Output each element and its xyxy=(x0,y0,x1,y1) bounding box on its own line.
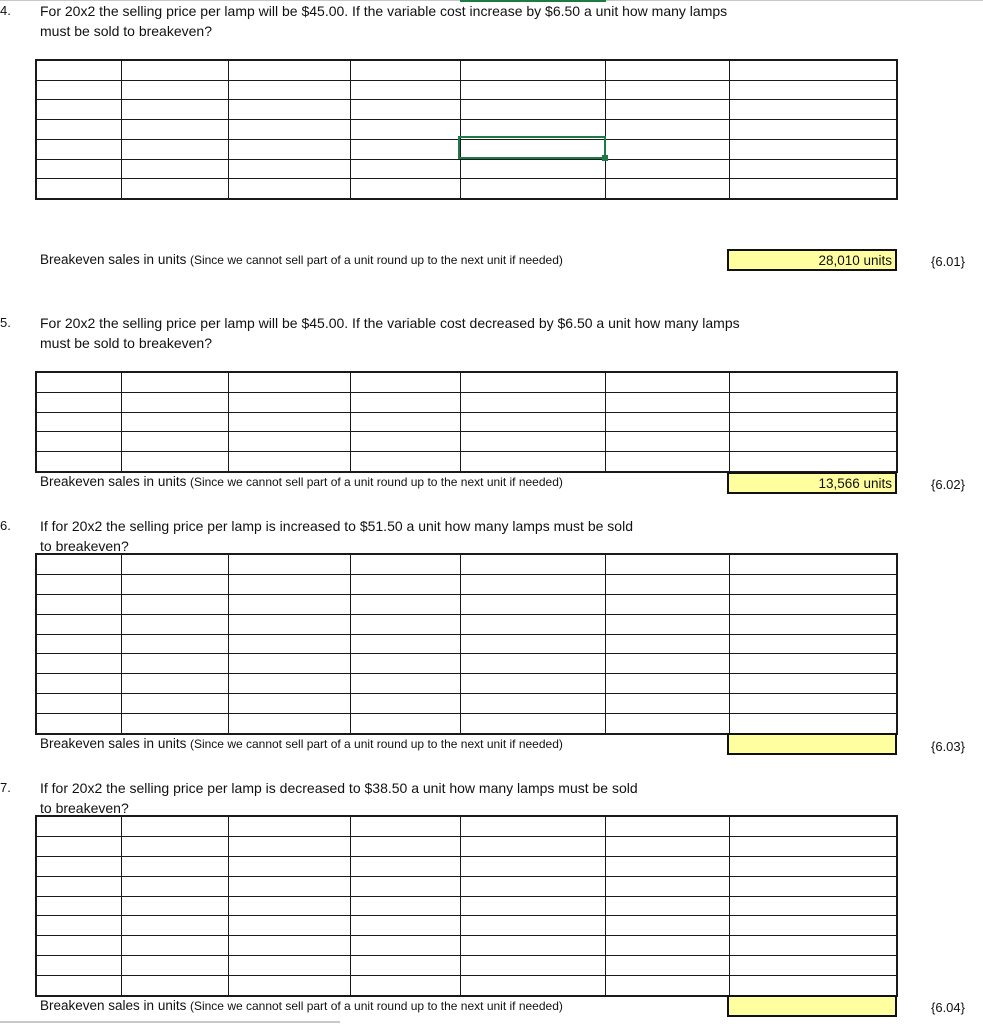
grid-cell[interactable] xyxy=(37,817,122,837)
grid-cell[interactable] xyxy=(351,574,461,594)
grid-cell[interactable] xyxy=(122,80,229,100)
grid-cell[interactable] xyxy=(606,555,730,575)
grid-row[interactable] xyxy=(37,80,897,100)
grid-cell[interactable] xyxy=(606,614,730,634)
grid-cell[interactable] xyxy=(229,614,351,634)
grid-cell[interactable] xyxy=(122,61,229,81)
grid-cell[interactable] xyxy=(351,694,461,714)
question-line-1: If for 20x2 the selling price per lamp is increased to $51.50 a unit how many lamps must be sold xyxy=(40,518,633,534)
grid-cell[interactable] xyxy=(606,956,730,976)
grid-cell[interactable] xyxy=(730,100,897,120)
grid-cell[interactable] xyxy=(461,614,606,634)
grid-cell[interactable] xyxy=(730,896,897,916)
grid-cell[interactable] xyxy=(122,120,229,140)
fill-handle[interactable] xyxy=(602,155,608,161)
grid-cell[interactable] xyxy=(461,100,606,120)
reference-code: {6.04} xyxy=(931,1000,965,1015)
grid-cell[interactable] xyxy=(37,432,122,452)
grid-cell[interactable] xyxy=(606,817,730,837)
grid-cell[interactable] xyxy=(730,674,897,694)
grid-row[interactable] xyxy=(37,896,897,916)
grid-row[interactable] xyxy=(37,179,897,199)
grid-cell[interactable] xyxy=(730,817,897,837)
question-text xyxy=(40,778,638,818)
grid-cell[interactable] xyxy=(461,594,606,614)
grid-cell[interactable] xyxy=(606,694,730,714)
grid-row[interactable] xyxy=(37,392,897,412)
grid-cell[interactable] xyxy=(606,574,730,594)
grid-cell[interactable] xyxy=(229,574,351,594)
grid-cell[interactable] xyxy=(229,654,351,674)
grid-cell[interactable] xyxy=(229,373,351,393)
question-text xyxy=(40,516,633,556)
answer-cell[interactable]: 28,010 units xyxy=(727,249,897,271)
question-line-2: to breakeven? xyxy=(40,800,129,816)
grid-cell[interactable] xyxy=(606,916,730,936)
grid-row[interactable] xyxy=(37,694,897,714)
grid-cell[interactable] xyxy=(351,412,461,432)
grid-cell[interactable] xyxy=(37,936,122,956)
grid-cell[interactable] xyxy=(461,936,606,956)
answer-cell[interactable] xyxy=(727,995,897,1017)
grid-cell[interactable] xyxy=(730,876,897,896)
grid-cell[interactable] xyxy=(229,694,351,714)
breakeven-label-note: (Since we cannot sell part of a unit round up to the next unit if needed) xyxy=(189,253,563,267)
grid-cell[interactable] xyxy=(37,694,122,714)
grid-cell[interactable] xyxy=(229,179,351,199)
grid-cell[interactable] xyxy=(229,80,351,100)
grid-cell[interactable] xyxy=(37,634,122,654)
breakeven-label-main: Breakeven sales in units xyxy=(40,252,187,267)
breakeven-label xyxy=(40,252,563,267)
grid-cell[interactable] xyxy=(730,555,897,575)
grid-row[interactable] xyxy=(37,614,897,634)
question-text xyxy=(40,313,740,353)
grid-cell[interactable] xyxy=(606,896,730,916)
question-number: 6. xyxy=(0,518,11,533)
reference-code: {6.02} xyxy=(931,477,965,492)
grid-cell[interactable] xyxy=(37,956,122,976)
grid-cell[interactable] xyxy=(351,956,461,976)
grid-cell[interactable] xyxy=(606,654,730,674)
grid-cell[interactable] xyxy=(606,432,730,452)
grid-cell[interactable] xyxy=(730,80,897,100)
grid-cell[interactable] xyxy=(351,392,461,412)
grid-cell[interactable] xyxy=(351,856,461,876)
grid-cell[interactable] xyxy=(461,159,606,179)
grid-cell[interactable] xyxy=(730,392,897,412)
grid-cell[interactable] xyxy=(461,836,606,856)
grid-cell[interactable] xyxy=(461,452,606,472)
grid-cell[interactable] xyxy=(37,674,122,694)
grid-cell[interactable] xyxy=(606,594,730,614)
grid-row[interactable] xyxy=(37,976,897,996)
grid-cell[interactable] xyxy=(351,594,461,614)
grid-cell[interactable] xyxy=(122,373,229,393)
grid-cell[interactable] xyxy=(730,856,897,876)
grid-cell[interactable] xyxy=(730,614,897,634)
grid-cell[interactable] xyxy=(229,120,351,140)
grid-cell[interactable] xyxy=(122,694,229,714)
grid-cell[interactable] xyxy=(730,373,897,393)
grid-row[interactable] xyxy=(37,916,897,936)
question-line-1: For 20x2 the selling price per lamp will be $45.00. If the variable cost decreased by $6.50 a unit how many lamps xyxy=(40,315,740,331)
grid-row[interactable] xyxy=(37,634,897,654)
grid-cell[interactable] xyxy=(122,956,229,976)
grid-cell[interactable] xyxy=(122,432,229,452)
breakeven-label xyxy=(40,998,563,1013)
grid-cell[interactable] xyxy=(229,432,351,452)
grid-cell[interactable] xyxy=(122,100,229,120)
answer-cell[interactable]: 13,566 units xyxy=(727,472,897,494)
grid-cell[interactable] xyxy=(730,452,897,472)
grid-cell[interactable] xyxy=(122,836,229,856)
grid-cell[interactable] xyxy=(351,976,461,996)
grid-cell[interactable] xyxy=(351,896,461,916)
breakeven-label-note: (Since we cannot sell part of a unit round up to the next unit if needed) xyxy=(189,737,563,751)
grid-cell[interactable] xyxy=(37,412,122,432)
grid-cell[interactable] xyxy=(122,179,229,199)
grid-cell[interactable] xyxy=(730,412,897,432)
grid-cell[interactable] xyxy=(37,452,122,472)
grid-cell[interactable] xyxy=(122,594,229,614)
grid-cell[interactable] xyxy=(606,714,730,734)
work-grid[interactable] xyxy=(35,815,898,997)
grid-row[interactable] xyxy=(37,817,897,837)
grid-cell[interactable] xyxy=(37,373,122,393)
grid-row[interactable] xyxy=(37,714,897,734)
grid-cell[interactable] xyxy=(606,634,730,654)
grid-cell[interactable] xyxy=(606,836,730,856)
grid-cell[interactable] xyxy=(461,674,606,694)
grid-cell[interactable] xyxy=(122,976,229,996)
grid-cell[interactable] xyxy=(37,555,122,575)
grid-cell[interactable] xyxy=(606,876,730,896)
grid-cell[interactable] xyxy=(730,432,897,452)
grid-cell[interactable] xyxy=(606,61,730,81)
grid-cell[interactable] xyxy=(229,159,351,179)
grid-cell[interactable] xyxy=(229,61,351,81)
grid-cell[interactable] xyxy=(606,976,730,996)
grid-cell[interactable] xyxy=(122,936,229,956)
grid-cell[interactable] xyxy=(351,159,461,179)
grid-cell[interactable] xyxy=(229,856,351,876)
grid-cell[interactable] xyxy=(229,936,351,956)
grid-row[interactable] xyxy=(37,956,897,976)
grid-cell[interactable] xyxy=(37,100,122,120)
grid-cell[interactable] xyxy=(229,452,351,472)
grid-cell[interactable] xyxy=(122,412,229,432)
grid-cell[interactable] xyxy=(730,916,897,936)
grid-row[interactable] xyxy=(37,452,897,472)
grid-cell[interactable] xyxy=(606,100,730,120)
grid-cell[interactable] xyxy=(606,120,730,140)
grid-cell[interactable] xyxy=(37,574,122,594)
question-number: 5. xyxy=(0,315,11,330)
reference-code: {6.03} xyxy=(931,739,965,754)
grid-cell[interactable] xyxy=(122,856,229,876)
question-number: 7. xyxy=(0,780,11,795)
grid-row[interactable] xyxy=(37,61,897,81)
grid-cell[interactable] xyxy=(37,80,122,100)
grid-cell[interactable] xyxy=(351,876,461,896)
grid-cell[interactable] xyxy=(606,80,730,100)
grid-cell[interactable] xyxy=(461,555,606,575)
grid-cell[interactable] xyxy=(606,139,730,159)
grid-row[interactable] xyxy=(37,654,897,674)
breakeven-label-main: Breakeven sales in units xyxy=(40,736,187,751)
grid-cell[interactable] xyxy=(122,674,229,694)
grid-cell[interactable] xyxy=(461,856,606,876)
grid-cell[interactable] xyxy=(122,159,229,179)
grid-cell[interactable] xyxy=(351,139,461,159)
grid-cell[interactable] xyxy=(122,916,229,936)
grid-cell[interactable] xyxy=(730,179,897,199)
grid-cell[interactable] xyxy=(37,916,122,936)
grid-cell[interactable] xyxy=(229,392,351,412)
work-grid-table[interactable] xyxy=(36,554,897,734)
grid-cell[interactable] xyxy=(122,392,229,412)
grid-cell[interactable] xyxy=(730,139,897,159)
breakeven-label-main: Breakeven sales in units xyxy=(40,474,187,489)
grid-cell[interactable] xyxy=(461,654,606,674)
sheet-bottom-border xyxy=(0,1021,340,1023)
grid-cell[interactable] xyxy=(37,654,122,674)
grid-cell[interactable] xyxy=(461,432,606,452)
grid-cell[interactable] xyxy=(461,694,606,714)
grid-cell[interactable] xyxy=(122,817,229,837)
grid-cell[interactable] xyxy=(461,80,606,100)
breakeven-label xyxy=(40,474,563,489)
grid-cell[interactable] xyxy=(229,100,351,120)
grid-cell[interactable] xyxy=(730,594,897,614)
grid-cell[interactable] xyxy=(351,654,461,674)
grid-cell[interactable] xyxy=(351,61,461,81)
reference-code: {6.01} xyxy=(931,254,965,269)
grid-cell[interactable] xyxy=(351,836,461,856)
grid-cell[interactable] xyxy=(351,817,461,837)
work-grid-table[interactable] xyxy=(36,60,897,199)
grid-cell[interactable] xyxy=(461,876,606,896)
grid-cell[interactable] xyxy=(461,373,606,393)
grid-cell[interactable] xyxy=(606,159,730,179)
grid-cell[interactable] xyxy=(229,916,351,936)
grid-cell[interactable] xyxy=(730,159,897,179)
grid-row[interactable] xyxy=(37,876,897,896)
grid-cell[interactable] xyxy=(229,896,351,916)
question-number: 4. xyxy=(0,3,11,18)
grid-cell[interactable] xyxy=(461,817,606,837)
grid-cell[interactable] xyxy=(606,674,730,694)
grid-row[interactable] xyxy=(37,856,897,876)
grid-cell[interactable] xyxy=(461,976,606,996)
grid-cell[interactable] xyxy=(461,956,606,976)
grid-cell[interactable] xyxy=(122,555,229,575)
breakeven-label-note: (Since we cannot sell part of a unit round up to the next unit if needed) xyxy=(189,475,563,489)
grid-cell[interactable] xyxy=(730,574,897,594)
grid-cell[interactable] xyxy=(229,412,351,432)
grid-cell[interactable] xyxy=(37,139,122,159)
grid-cell[interactable] xyxy=(606,179,730,199)
grid-cell[interactable] xyxy=(730,836,897,856)
grid-cell[interactable] xyxy=(37,896,122,916)
grid-cell[interactable] xyxy=(122,896,229,916)
selected-cell[interactable] xyxy=(458,136,606,159)
grid-row[interactable] xyxy=(37,159,897,179)
grid-cell[interactable] xyxy=(122,654,229,674)
grid-cell[interactable] xyxy=(37,392,122,412)
grid-cell[interactable] xyxy=(461,392,606,412)
grid-cell[interactable] xyxy=(351,614,461,634)
answer-cell[interactable] xyxy=(727,733,897,755)
breakeven-label-note: (Since we cannot sell part of a unit round up to the next unit if needed) xyxy=(189,999,563,1013)
grid-cell[interactable] xyxy=(122,452,229,472)
grid-cell[interactable] xyxy=(730,654,897,674)
breakeven-label xyxy=(40,736,563,751)
grid-cell[interactable] xyxy=(730,976,897,996)
grid-cell[interactable] xyxy=(606,936,730,956)
grid-cell[interactable] xyxy=(37,614,122,634)
grid-cell[interactable] xyxy=(229,714,351,734)
grid-row[interactable] xyxy=(37,574,897,594)
grid-cell[interactable] xyxy=(461,634,606,654)
grid-cell[interactable] xyxy=(351,432,461,452)
grid-cell[interactable] xyxy=(37,714,122,734)
grid-cell[interactable] xyxy=(461,714,606,734)
grid-cell[interactable] xyxy=(351,80,461,100)
grid-cell[interactable] xyxy=(606,412,730,432)
work-grid-table[interactable] xyxy=(36,816,897,996)
question-line-2: must be sold to breakeven? xyxy=(40,335,212,351)
grid-cell[interactable] xyxy=(351,916,461,936)
grid-cell[interactable] xyxy=(37,856,122,876)
question-line-2: to breakeven? xyxy=(40,538,129,554)
grid-row[interactable] xyxy=(37,555,897,575)
grid-row[interactable] xyxy=(37,412,897,432)
grid-cell[interactable] xyxy=(229,139,351,159)
grid-cell[interactable] xyxy=(229,956,351,976)
grid-row[interactable] xyxy=(37,836,897,856)
grid-cell[interactable] xyxy=(229,817,351,837)
question-line-1: For 20x2 the selling price per lamp will be $45.00. If the variable cost increase by $6.50 a unit how many lamps xyxy=(40,3,728,19)
grid-row[interactable] xyxy=(37,100,897,120)
grid-cell[interactable] xyxy=(122,634,229,654)
grid-cell[interactable] xyxy=(37,836,122,856)
work-grid[interactable] xyxy=(35,59,898,200)
grid-cell[interactable] xyxy=(37,876,122,896)
grid-row[interactable] xyxy=(37,674,897,694)
grid-cell[interactable] xyxy=(730,714,897,734)
work-grid-table[interactable] xyxy=(36,372,897,472)
grid-cell[interactable] xyxy=(730,61,897,81)
grid-cell[interactable] xyxy=(606,452,730,472)
grid-cell[interactable] xyxy=(461,896,606,916)
grid-cell[interactable] xyxy=(37,179,122,199)
grid-cell[interactable] xyxy=(351,179,461,199)
grid-cell[interactable] xyxy=(229,634,351,654)
grid-cell[interactable] xyxy=(229,594,351,614)
grid-cell[interactable] xyxy=(461,916,606,936)
grid-cell[interactable] xyxy=(461,574,606,594)
grid-cell[interactable] xyxy=(351,452,461,472)
grid-cell[interactable] xyxy=(351,634,461,654)
grid-cell[interactable] xyxy=(730,120,897,140)
grid-row[interactable] xyxy=(37,936,897,956)
grid-cell[interactable] xyxy=(37,120,122,140)
grid-cell[interactable] xyxy=(351,373,461,393)
grid-cell[interactable] xyxy=(730,694,897,714)
grid-cell[interactable] xyxy=(606,392,730,412)
grid-cell[interactable] xyxy=(351,100,461,120)
grid-cell[interactable] xyxy=(122,876,229,896)
grid-cell[interactable] xyxy=(351,555,461,575)
breakeven-label-main: Breakeven sales in units xyxy=(40,998,187,1013)
grid-cell[interactable] xyxy=(351,674,461,694)
grid-cell[interactable] xyxy=(229,836,351,856)
grid-cell[interactable] xyxy=(461,61,606,81)
grid-cell[interactable] xyxy=(606,856,730,876)
grid-row[interactable] xyxy=(37,432,897,452)
grid-cell[interactable] xyxy=(461,179,606,199)
question-text xyxy=(40,1,727,41)
grid-cell[interactable] xyxy=(351,714,461,734)
grid-cell[interactable] xyxy=(229,555,351,575)
question-line-2: must be sold to breakeven? xyxy=(40,23,212,39)
grid-row[interactable] xyxy=(37,594,897,614)
grid-row[interactable] xyxy=(37,373,897,393)
grid-cell[interactable] xyxy=(37,976,122,996)
grid-cell[interactable] xyxy=(229,674,351,694)
grid-cell[interactable] xyxy=(122,614,229,634)
grid-cell[interactable] xyxy=(730,956,897,976)
grid-cell[interactable] xyxy=(229,876,351,896)
grid-cell[interactable] xyxy=(122,714,229,734)
grid-cell[interactable] xyxy=(606,373,730,393)
grid-cell[interactable] xyxy=(461,412,606,432)
work-grid[interactable] xyxy=(35,371,898,473)
grid-cell[interactable] xyxy=(37,159,122,179)
grid-cell[interactable] xyxy=(122,139,229,159)
grid-cell[interactable] xyxy=(37,61,122,81)
grid-cell[interactable] xyxy=(730,936,897,956)
grid-cell[interactable] xyxy=(351,936,461,956)
grid-cell[interactable] xyxy=(37,594,122,614)
grid-cell[interactable] xyxy=(730,634,897,654)
grid-cell[interactable] xyxy=(122,574,229,594)
grid-cell[interactable] xyxy=(351,120,461,140)
work-grid[interactable] xyxy=(35,553,898,735)
grid-cell[interactable] xyxy=(229,976,351,996)
question-line-1: If for 20x2 the selling price per lamp is decreased to $38.50 a unit how many lamps must be sold xyxy=(40,780,638,796)
